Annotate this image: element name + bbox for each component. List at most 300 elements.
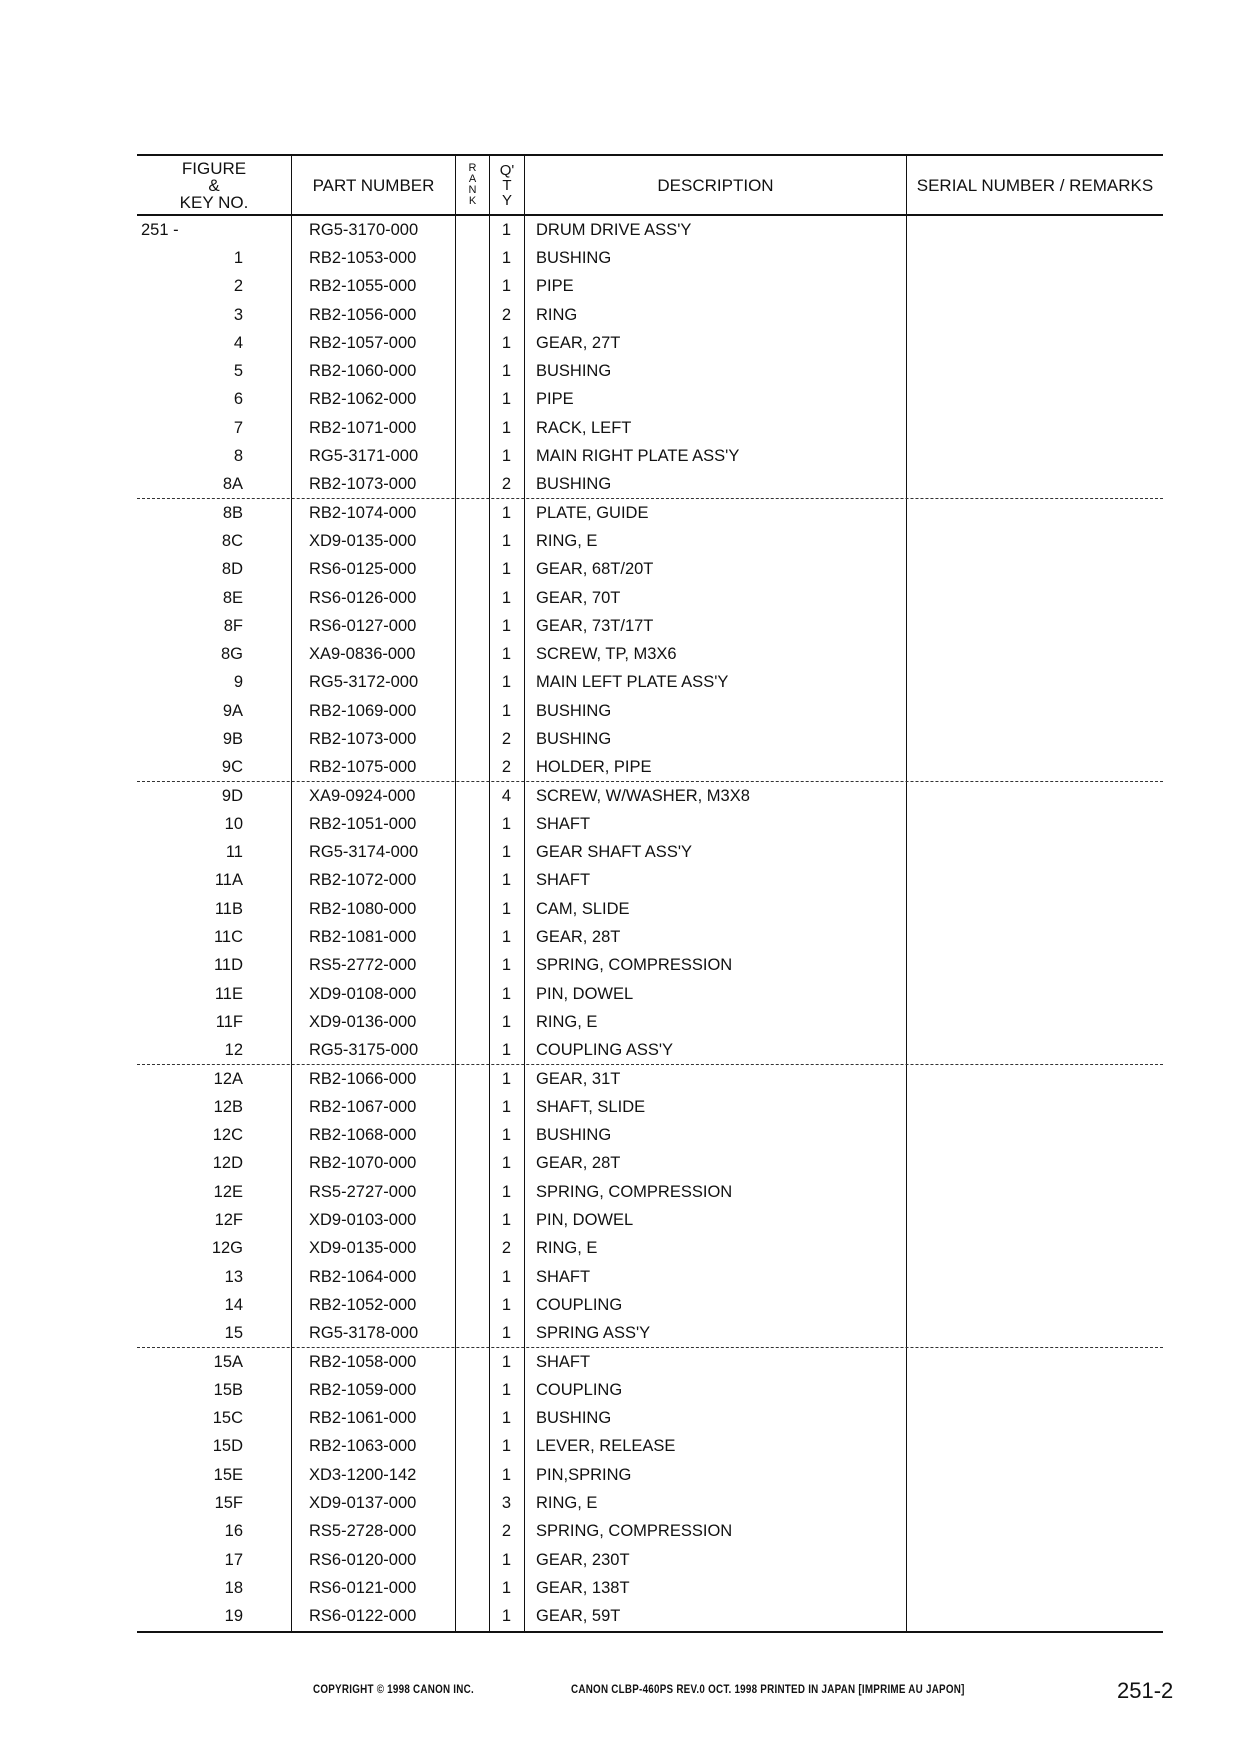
description-cell: GEAR, 28T [536, 1154, 621, 1173]
remarks-cell [906, 527, 1163, 555]
remarks-cell [906, 499, 1163, 527]
remarks-cell [906, 442, 1163, 470]
rank-letter: N [468, 184, 477, 196]
table-row [137, 556, 1163, 584]
remarks-cell [906, 1263, 1163, 1291]
part-number-cell: RB2-1080-000 [309, 899, 417, 918]
part-number-cell: XA9-0924-000 [309, 786, 416, 805]
remarks-cell [906, 1518, 1163, 1546]
qty-letter: Y [501, 191, 512, 209]
description-cell: PIPE [536, 277, 574, 296]
remarks-cell [906, 1376, 1163, 1404]
part-number-cell: RB2-1062-000 [309, 390, 417, 409]
rank-cell [455, 414, 489, 442]
table-row [137, 1235, 1163, 1263]
table-row [137, 1574, 1163, 1602]
remarks-cell [906, 556, 1163, 584]
key-cell: 11B [214, 899, 243, 918]
description-cell: SCREW, W/WASHER, M3X8 [536, 786, 750, 805]
rank-cell [455, 867, 489, 895]
table-row [137, 442, 1163, 470]
table-row [137, 386, 1163, 414]
key-cell: 8E [222, 588, 243, 607]
key-cell: 14 [224, 1295, 243, 1314]
key-cell: 9 [233, 673, 243, 692]
part-number-cell: RB2-1055-000 [309, 277, 417, 296]
description-cell: PIN, DOWEL [536, 984, 634, 1003]
key-cell: 11C [213, 928, 243, 947]
description-cell: SCREW, TP, M3X6 [536, 645, 677, 664]
parts-table [137, 154, 1163, 1633]
qty-cell: 1 [501, 418, 512, 437]
qty-cell: 1 [501, 503, 512, 522]
part-number-cell: RB2-1069-000 [309, 701, 417, 720]
table-row [137, 1178, 1163, 1206]
qty-letter: T [502, 176, 512, 194]
qty-cell: 1 [501, 1154, 512, 1173]
table-row [137, 980, 1163, 1008]
rank-cell [455, 499, 489, 527]
key-cell: 11D [213, 956, 243, 975]
rank-cell [455, 1093, 489, 1121]
part-number-header: PART NUMBER [291, 156, 455, 214]
remarks-cell [906, 895, 1163, 923]
qty-cell: 1 [501, 1126, 512, 1145]
part-number-cell: RS6-0120-000 [309, 1550, 417, 1569]
key-cell: 15E [213, 1465, 243, 1484]
copyright-notice: COPYRIGHT © 1998 CANON INC. [313, 1682, 474, 1696]
remarks-cell [906, 584, 1163, 612]
qty-cell: 1 [501, 1295, 512, 1314]
remarks-cell [906, 1489, 1163, 1517]
description-cell: LEVER, RELEASE [536, 1437, 676, 1456]
remarks-cell [906, 244, 1163, 272]
qty-cell: 1 [501, 984, 512, 1003]
part-number-cell: XD9-0137-000 [309, 1494, 417, 1512]
rank-cell [455, 1178, 489, 1206]
table-row [137, 612, 1163, 640]
qty-cell: 1 [501, 1012, 512, 1031]
qty-cell: 1 [501, 447, 512, 466]
part-number-cell: RB2-1060-000 [309, 362, 417, 381]
qty-cell: 1 [501, 899, 512, 918]
key-cell: 19 [224, 1607, 243, 1626]
qty-cell: 1 [501, 956, 512, 975]
remarks-cell [906, 357, 1163, 385]
table-row [137, 1093, 1163, 1121]
part-number-cell: RB2-1058-000 [309, 1352, 417, 1371]
qty-cell: 1 [501, 814, 512, 833]
remarks-cell [906, 1348, 1163, 1376]
qty-cell: 1 [501, 362, 512, 381]
table-row [137, 754, 1163, 782]
remarks-cell [906, 1574, 1163, 1602]
table-row [137, 697, 1163, 725]
key-cell: 15C [212, 1409, 243, 1428]
part-number-cell: XD9-0103-000 [309, 1211, 417, 1230]
description-cell: RACK, LEFT [536, 418, 632, 437]
rank-cell [455, 640, 489, 668]
key-cell: 6 [233, 390, 243, 409]
rank-cell [455, 669, 489, 697]
description-cell: GEAR, 230T [536, 1550, 630, 1569]
rank-cell [455, 1376, 489, 1404]
table-body [137, 216, 1163, 1631]
table-row [137, 1489, 1163, 1517]
remarks-cell [906, 386, 1163, 414]
key-cell: 8A [222, 475, 243, 494]
description-cell: PIN, DOWEL [536, 1211, 634, 1230]
key-cell: 12D [212, 1154, 243, 1173]
rank-cell [455, 810, 489, 838]
table-row [137, 499, 1163, 527]
key-cell: 8B [222, 503, 243, 522]
key-cell: 9A [222, 701, 243, 720]
table-row [137, 216, 1163, 244]
table-row [137, 1461, 1163, 1489]
qty-cell: 1 [501, 588, 512, 607]
description-cell: GEAR, 28T [536, 928, 621, 947]
qty-cell: 2 [501, 1522, 512, 1541]
key-cell: 12F [214, 1211, 243, 1230]
part-number-cell: RB2-1072-000 [309, 871, 417, 890]
rank-cell [455, 471, 489, 499]
description-cell: MAIN RIGHT PLATE ASS'Y [536, 447, 740, 466]
table-row [137, 725, 1163, 753]
qty-cell: 1 [501, 1211, 512, 1230]
table-row [137, 1291, 1163, 1319]
key-cell: 17 [224, 1550, 243, 1569]
rank-cell [455, 386, 489, 414]
qty-cell: 1 [501, 871, 512, 890]
rank-cell [455, 1518, 489, 1546]
remarks-cell [906, 754, 1163, 782]
table-row [137, 867, 1163, 895]
table-row [137, 1206, 1163, 1234]
rank-cell [455, 1263, 489, 1291]
part-number-cell: XD3-1200-142 [309, 1465, 417, 1484]
qty-cell: 1 [501, 1182, 512, 1201]
part-number-cell: RB2-1075-000 [309, 758, 417, 777]
table-row [137, 244, 1163, 272]
remarks-cell [906, 1178, 1163, 1206]
rank-cell [455, 244, 489, 272]
description-cell: COUPLING ASS'Y [536, 1041, 674, 1060]
qty-cell: 1 [501, 1607, 512, 1626]
description-header: DESCRIPTION [524, 156, 906, 214]
rank-letter: A [468, 173, 477, 185]
key-cell: 15 [224, 1324, 243, 1343]
description-cell: RING [536, 305, 578, 324]
description-cell: SHAFT, SLIDE [536, 1097, 646, 1116]
table-row [137, 923, 1163, 951]
key-cell: 12B [213, 1097, 243, 1116]
rank-cell [455, 1433, 489, 1461]
key-cell: 12G [211, 1239, 243, 1258]
remarks-cell [906, 1546, 1163, 1574]
part-number-cell: XD9-0108-000 [309, 984, 417, 1003]
qty-cell: 2 [501, 305, 512, 324]
page-number: 251-2 [1117, 1678, 1174, 1703]
table-row [137, 1603, 1163, 1631]
qty-cell: 1 [501, 333, 512, 352]
key-cell: 9B [222, 729, 243, 748]
key-cell: 11E [214, 984, 243, 1003]
qty-cell: 1 [501, 843, 512, 862]
qty-cell: 1 [501, 645, 512, 664]
remarks-cell [906, 839, 1163, 867]
description-cell: MAIN LEFT PLATE ASS'Y [536, 673, 729, 692]
key-cell: 8G [220, 645, 243, 664]
qty-cell: 1 [501, 928, 512, 947]
remarks-cell [906, 1037, 1163, 1065]
remarks-cell [906, 1320, 1163, 1348]
table-row [137, 1122, 1163, 1150]
table-row [137, 1037, 1163, 1065]
remarks-cell [906, 1122, 1163, 1150]
description-cell: GEAR, 68T/20T [536, 560, 654, 579]
table-header [137, 154, 1163, 216]
key-cell: 11A [214, 871, 243, 890]
part-number-cell: RB2-1067-000 [309, 1097, 417, 1116]
rank-cell [455, 556, 489, 584]
part-number-cell: RS6-0121-000 [309, 1578, 417, 1597]
rank-cell [455, 527, 489, 555]
qty-cell: 1 [501, 248, 512, 267]
table-row [137, 1433, 1163, 1461]
rank-cell [455, 725, 489, 753]
rank-cell [455, 1320, 489, 1348]
key-cell: 16 [224, 1522, 243, 1541]
table-row [137, 301, 1163, 329]
part-number-cell: RB2-1066-000 [309, 1069, 417, 1088]
remarks-cell [906, 669, 1163, 697]
part-number-cell: RB2-1053-000 [309, 248, 417, 267]
part-number-cell: RS5-2727-000 [309, 1182, 417, 1201]
remarks-header: SERIAL NUMBER / REMARKS [906, 156, 1163, 214]
part-number-cell: RB2-1064-000 [309, 1267, 417, 1286]
description-cell: GEAR, 73T/17T [536, 616, 654, 635]
qty-cell: 1 [501, 1578, 512, 1597]
key-cell: 4 [233, 333, 243, 352]
description-cell: SHAFT [536, 1267, 591, 1286]
rank-cell [455, 273, 489, 301]
qty-cell: 1 [501, 1352, 512, 1371]
qty-cell: 1 [501, 1069, 512, 1088]
part-number-cell: RG5-3178-000 [309, 1324, 419, 1343]
rank-cell [455, 697, 489, 725]
part-number-cell: RS5-2728-000 [309, 1522, 417, 1541]
part-number-cell: RB2-1071-000 [309, 418, 417, 437]
description-cell: COUPLING [536, 1380, 623, 1399]
qty-cell: 1 [501, 560, 512, 579]
rank-cell [455, 782, 489, 810]
description-cell: GEAR, 59T [536, 1607, 621, 1626]
rank-cell [455, 1065, 489, 1093]
part-number-cell: RB2-1063-000 [309, 1437, 417, 1456]
remarks-cell [906, 782, 1163, 810]
part-number-cell: RS6-0125-000 [309, 560, 417, 579]
qty-cell: 2 [501, 1239, 512, 1258]
part-number-cell: RB2-1057-000 [309, 333, 417, 352]
remarks-cell [906, 810, 1163, 838]
part-number-cell: RG5-3171-000 [309, 447, 419, 466]
qty-cell: 1 [501, 220, 512, 239]
key-cell: 9C [221, 758, 243, 777]
remarks-cell [906, 1008, 1163, 1036]
qty-cell: 1 [501, 1437, 512, 1456]
table-row [137, 952, 1163, 980]
remarks-cell [906, 1093, 1163, 1121]
rank-cell [455, 1150, 489, 1178]
description-cell: PIPE [536, 390, 574, 409]
key-cell: 15F [214, 1494, 243, 1512]
table-row [137, 1376, 1163, 1404]
remarks-cell [906, 725, 1163, 753]
rank-cell [455, 329, 489, 357]
table-row [137, 414, 1163, 442]
table-row [137, 1320, 1163, 1348]
description-cell: COUPLING [536, 1295, 623, 1314]
remarks-cell [906, 1206, 1163, 1234]
table-row [137, 1150, 1163, 1178]
table-row [137, 329, 1163, 357]
qty-cell: 1 [501, 277, 512, 296]
rank-letter: K [468, 195, 477, 207]
rank-cell [455, 1348, 489, 1376]
qty-cell: 1 [501, 1324, 512, 1343]
key-cell: 8C [221, 531, 243, 550]
key-cell: 251 - [141, 220, 179, 239]
remarks-cell [906, 301, 1163, 329]
rank-header [455, 156, 489, 214]
figure-header-line: KEY NO. [179, 192, 249, 212]
qty-cell: 1 [501, 1380, 512, 1399]
qty-cell: 1 [501, 1097, 512, 1116]
table-row [137, 839, 1163, 867]
key-cell: 5 [233, 362, 243, 381]
table-row [137, 1263, 1163, 1291]
qty-cell: 1 [501, 390, 512, 409]
rank-cell [455, 1037, 489, 1065]
remarks-cell [906, 1603, 1163, 1631]
part-number-cell: RB2-1052-000 [309, 1295, 417, 1314]
description-cell: DRUM DRIVE ASS'Y [536, 220, 692, 239]
table-row [137, 1348, 1163, 1376]
description-cell: BUSHING [536, 1126, 612, 1145]
rank-cell [455, 1404, 489, 1432]
qty-letter: Q' [499, 161, 515, 179]
qty-cell: 1 [501, 1267, 512, 1286]
remarks-cell [906, 952, 1163, 980]
table-row [137, 640, 1163, 668]
description-cell: BUSHING [536, 701, 612, 720]
qty-cell: 2 [501, 729, 512, 748]
rank-cell [455, 1291, 489, 1319]
remarks-cell [906, 867, 1163, 895]
key-cell: 11 [225, 843, 243, 862]
description-cell: GEAR, 27T [536, 333, 621, 352]
table-row [137, 471, 1163, 499]
qty-cell: 2 [501, 758, 512, 777]
table-row [137, 527, 1163, 555]
key-cell: 15B [213, 1380, 243, 1399]
rank-cell [455, 1008, 489, 1036]
rank-cell [455, 1603, 489, 1631]
qty-cell: 1 [501, 1041, 512, 1060]
rank-cell [455, 1574, 489, 1602]
qty-cell: 1 [501, 616, 512, 635]
table-bottom-rule [137, 1631, 1163, 1633]
remarks-cell [906, 1291, 1163, 1319]
remarks-cell [906, 1065, 1163, 1093]
rank-cell [455, 1206, 489, 1234]
description-cell: SHAFT [536, 871, 591, 890]
description-cell: SPRING, COMPRESSION [536, 956, 733, 975]
part-number-cell: XA9-0836-000 [309, 645, 416, 664]
qty-cell: 1 [501, 673, 512, 692]
remarks-cell [906, 1235, 1163, 1263]
key-cell: 15D [212, 1437, 243, 1456]
key-cell: 8D [221, 560, 243, 579]
figure-key-header [137, 156, 291, 214]
key-cell: 3 [233, 305, 243, 324]
key-cell: 12A [213, 1069, 243, 1088]
part-number-cell: RB2-1056-000 [309, 305, 417, 324]
part-number-cell: RB2-1073-000 [309, 729, 417, 748]
table-row [137, 357, 1163, 385]
table-row [137, 1518, 1163, 1546]
remarks-cell [906, 640, 1163, 668]
remarks-cell [906, 697, 1163, 725]
description-cell: SPRING, COMPRESSION [536, 1522, 733, 1541]
description-cell: RING, E [536, 1239, 598, 1258]
remarks-cell [906, 1150, 1163, 1178]
description-cell: HOLDER, PIPE [536, 758, 652, 777]
remarks-cell [906, 923, 1163, 951]
part-number-cell: RS6-0122-000 [309, 1607, 417, 1626]
qty-cell: 1 [501, 1409, 512, 1428]
remarks-cell [906, 471, 1163, 499]
table-row [137, 1546, 1163, 1574]
table-row [137, 1008, 1163, 1036]
rank-cell [455, 1489, 489, 1517]
remarks-cell [906, 1461, 1163, 1489]
part-number-cell: RS5-2772-000 [309, 956, 417, 975]
rank-cell [455, 584, 489, 612]
rank-cell [455, 1546, 489, 1574]
part-number-cell: RB2-1059-000 [309, 1380, 417, 1399]
rank-cell [455, 357, 489, 385]
description-cell: BUSHING [536, 729, 612, 748]
figure-header-line: FIGURE [181, 158, 247, 178]
part-number-cell: RG5-3172-000 [309, 673, 419, 692]
qty-cell: 1 [501, 701, 512, 720]
description-cell: SPRING, COMPRESSION [536, 1182, 733, 1201]
remarks-cell [906, 980, 1163, 1008]
key-cell: 10 [224, 814, 243, 833]
qty-cell: 1 [501, 531, 512, 550]
description-cell: CAM, SLIDE [536, 899, 630, 918]
description-cell: SHAFT [536, 814, 591, 833]
part-number-cell: RG5-3174-000 [309, 843, 419, 862]
qty-cell: 4 [501, 786, 512, 805]
key-cell: 11F [215, 1012, 243, 1031]
description-cell: BUSHING [536, 1409, 612, 1428]
description-cell: BUSHING [536, 362, 612, 381]
remarks-cell [906, 273, 1163, 301]
part-number-cell: RB2-1061-000 [309, 1409, 417, 1428]
